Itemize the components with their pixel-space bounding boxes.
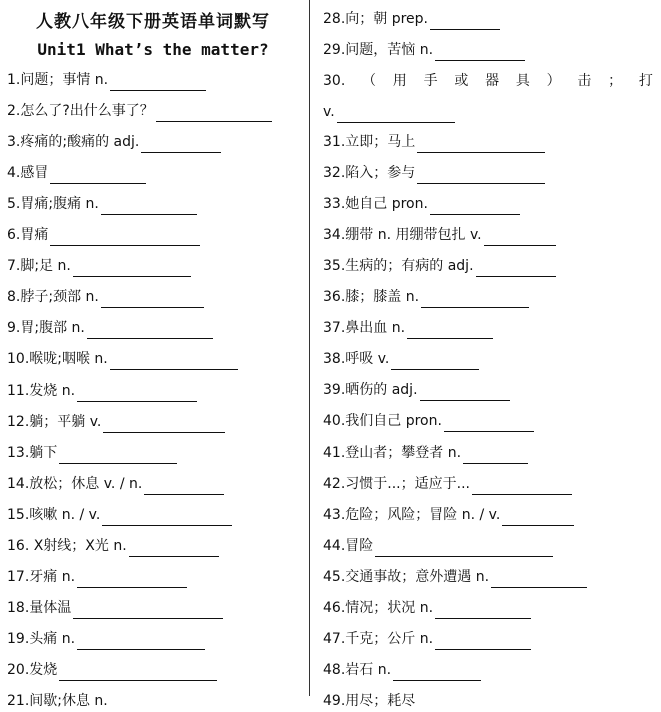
vocab-prompt: 32.陷入；参与	[323, 165, 416, 181]
item-30-char: 或	[454, 73, 469, 89]
item-30-char: （	[362, 73, 377, 89]
answer-blank[interactable]	[50, 167, 146, 184]
vocab-prompt: 45.交通事故；意外遭遇 n.	[323, 569, 490, 585]
vocab-item	[323, 162, 545, 184]
answer-blank[interactable]	[417, 167, 545, 184]
vocab-prompt: 20.发烧	[7, 662, 58, 678]
vocab-prompt: 1.问题；事情 n.	[7, 72, 109, 88]
vocab-item	[323, 566, 587, 588]
vocab-prompt: 49.用尽；耗尽	[323, 693, 416, 709]
answer-blank[interactable]	[102, 509, 232, 526]
vocab-prompt: v.	[323, 104, 335, 120]
answer-blank[interactable]	[87, 322, 213, 339]
item-30-char: ）	[546, 73, 561, 89]
answer-blank[interactable]	[101, 198, 197, 215]
vocab-item	[7, 348, 238, 370]
vocab-prompt: 31.立即；马上	[323, 134, 416, 150]
vocab-item	[7, 504, 232, 526]
vocab-item	[323, 628, 531, 650]
answer-blank[interactable]	[435, 602, 531, 619]
answer-blank[interactable]	[502, 509, 574, 526]
vocab-prompt: 5.胃痛;腹痛 n.	[7, 196, 99, 212]
vocab-prompt: 2.怎么了?出什么事了？	[7, 103, 154, 119]
vocab-prompt: 28.向；朝 prep.	[323, 11, 428, 27]
vocab-item	[323, 690, 415, 712]
vocab-item	[323, 442, 528, 464]
answer-blank[interactable]	[435, 44, 525, 61]
answer-blank[interactable]	[476, 260, 556, 277]
vocab-prompt: 4.感冒	[7, 165, 49, 181]
vocab-item	[323, 255, 556, 277]
item-30-char: 手	[423, 73, 438, 89]
vocab-item	[7, 566, 187, 588]
vocab-prompt: 10.喉咙;咽喉 n.	[7, 351, 108, 367]
vocab-prompt: 19.头痛 n.	[7, 631, 76, 647]
answer-blank[interactable]	[430, 13, 500, 30]
vocab-item	[323, 410, 534, 432]
answer-blank[interactable]	[430, 198, 520, 215]
item-30-char: 用	[392, 73, 407, 89]
vocab-item	[323, 286, 529, 308]
answer-blank[interactable]	[77, 385, 197, 402]
vocab-prompt: 44.冒险	[323, 538, 374, 554]
vocab-item	[323, 8, 500, 30]
page-title: 人教八年级下册英语单词默写	[36, 12, 270, 32]
vocab-prompt: 33.她自己 pron.	[323, 196, 428, 212]
vocab-item	[323, 535, 553, 557]
answer-blank[interactable]	[472, 478, 572, 495]
vocab-prompt: 40.我们自己 pron.	[323, 413, 442, 429]
vocab-item	[323, 131, 545, 153]
answer-blank[interactable]	[59, 447, 177, 464]
vocab-prompt: 9.胃;腹部 n.	[7, 320, 85, 336]
answer-blank[interactable]	[73, 602, 223, 619]
vocab-prompt: 16. X射线；X光 n.	[7, 538, 127, 554]
answer-blank[interactable]	[50, 229, 200, 246]
item-30-char: 具	[515, 73, 530, 89]
vocab-prompt: 6.胃痛	[7, 227, 49, 243]
vocab-prompt: 29.问题，苦恼 n.	[323, 42, 434, 58]
answer-blank[interactable]	[110, 353, 238, 370]
vocab-item	[323, 193, 520, 215]
unit-subtitle: Unit1 What’s the matter?	[37, 40, 269, 59]
column-divider	[309, 0, 310, 696]
vocab-item	[323, 348, 479, 370]
vocab-prompt: 41.登山者；攀登者 n.	[323, 445, 462, 461]
vocab-prompt: 38.呼吸 v.	[323, 351, 390, 367]
answer-blank[interactable]	[491, 571, 587, 588]
answer-blank[interactable]	[444, 415, 534, 432]
answer-blank[interactable]	[420, 384, 510, 401]
vocab-prompt: 8.脖子;颈部 n.	[7, 289, 99, 305]
vocab-prompt: 3.疼痛的;酸痛的 adj.	[7, 134, 140, 150]
vocab-item	[323, 39, 525, 61]
answer-blank[interactable]	[393, 664, 481, 681]
answer-blank[interactable]	[101, 291, 204, 308]
vocab-item	[323, 379, 510, 401]
vocab-item	[7, 473, 224, 495]
answer-blank[interactable]	[73, 260, 191, 277]
answer-blank[interactable]	[141, 136, 221, 153]
answer-blank[interactable]	[391, 353, 479, 370]
answer-blank[interactable]	[407, 322, 493, 339]
answer-blank[interactable]	[417, 136, 545, 153]
vocab-prompt: 48.岩石 n.	[323, 662, 392, 678]
vocab-item	[7, 690, 108, 712]
vocab-prompt: 15.咳嗽 n. / v.	[7, 507, 101, 523]
vocab-item	[323, 504, 574, 526]
answer-blank[interactable]	[435, 633, 531, 650]
vocab-item	[323, 597, 531, 619]
item-30-char: 击	[577, 73, 592, 89]
vocab-prompt: 18.量体温	[7, 600, 72, 616]
vocab-prompt: 34.绷带 n. 用绷带包扎 v.	[323, 227, 482, 243]
vocab-item	[323, 473, 572, 495]
vocab-item	[7, 131, 221, 153]
vocab-prompt: 36.膝；膝盖 n.	[323, 289, 420, 305]
vocab-item	[7, 380, 197, 402]
item-30-line1	[323, 70, 653, 92]
vocab-item	[323, 224, 556, 246]
vocab-item	[7, 193, 197, 215]
vocab-prompt: 39.晒伤的 adj.	[323, 382, 418, 398]
vocab-item	[7, 442, 177, 464]
vocab-item	[7, 597, 223, 619]
vocab-prompt: 37.鼻出血 n.	[323, 320, 406, 336]
answer-blank[interactable]	[59, 664, 217, 681]
vocab-item	[7, 317, 213, 339]
vocab-prompt: 12.躺；平躺 v.	[7, 414, 102, 430]
vocab-item	[7, 224, 200, 246]
vocab-prompt: 7.脚;足 n.	[7, 258, 71, 274]
answer-blank[interactable]	[156, 105, 272, 122]
answer-blank[interactable]	[463, 447, 528, 464]
answer-blank[interactable]	[103, 416, 225, 433]
answer-blank[interactable]	[77, 633, 205, 650]
item-30-char: 打	[638, 73, 653, 89]
vocab-prompt: 43.危险；风险；冒险 n. / v.	[323, 507, 501, 523]
vocab-prompt: 46.情况；状况 n.	[323, 600, 434, 616]
answer-blank[interactable]	[129, 540, 219, 557]
vocab-item	[7, 535, 219, 557]
item-30-line2	[323, 101, 455, 123]
item-30-char: ；	[608, 73, 623, 89]
answer-blank[interactable]	[375, 540, 553, 557]
vocab-item	[7, 255, 191, 277]
vocab-prompt: 47.千克；公斤 n.	[323, 631, 434, 647]
vocab-item	[7, 659, 217, 681]
answer-blank[interactable]	[77, 571, 187, 588]
vocab-prompt: 21.间歇;休息 n.	[7, 693, 108, 709]
answer-blank[interactable]	[484, 229, 556, 246]
vocab-prompt: 14.放松；休息 v. / n.	[7, 476, 143, 492]
vocab-prompt: 17.牙痛 n.	[7, 569, 76, 585]
answer-blank[interactable]	[421, 291, 529, 308]
answer-blank[interactable]	[337, 106, 455, 123]
vocab-prompt: 11.发烧 n.	[7, 383, 76, 399]
answer-blank[interactable]	[110, 74, 206, 91]
vocab-item	[7, 162, 146, 184]
vocab-item	[7, 69, 206, 91]
vocab-item	[323, 317, 493, 339]
item-30-char: 30.	[323, 73, 346, 89]
answer-blank[interactable]	[144, 478, 224, 495]
vocab-item	[7, 628, 205, 650]
vocab-prompt: 13.躺下	[7, 445, 58, 461]
vocab-item	[7, 411, 225, 433]
item-30-char: 器	[485, 73, 500, 89]
vocab-item	[7, 286, 204, 308]
vocab-item	[7, 100, 272, 122]
vocab-prompt: 42.习惯于...；适应于...	[323, 476, 470, 492]
vocab-prompt: 35.生病的；有病的 adj.	[323, 258, 474, 274]
vocab-item	[323, 659, 481, 681]
